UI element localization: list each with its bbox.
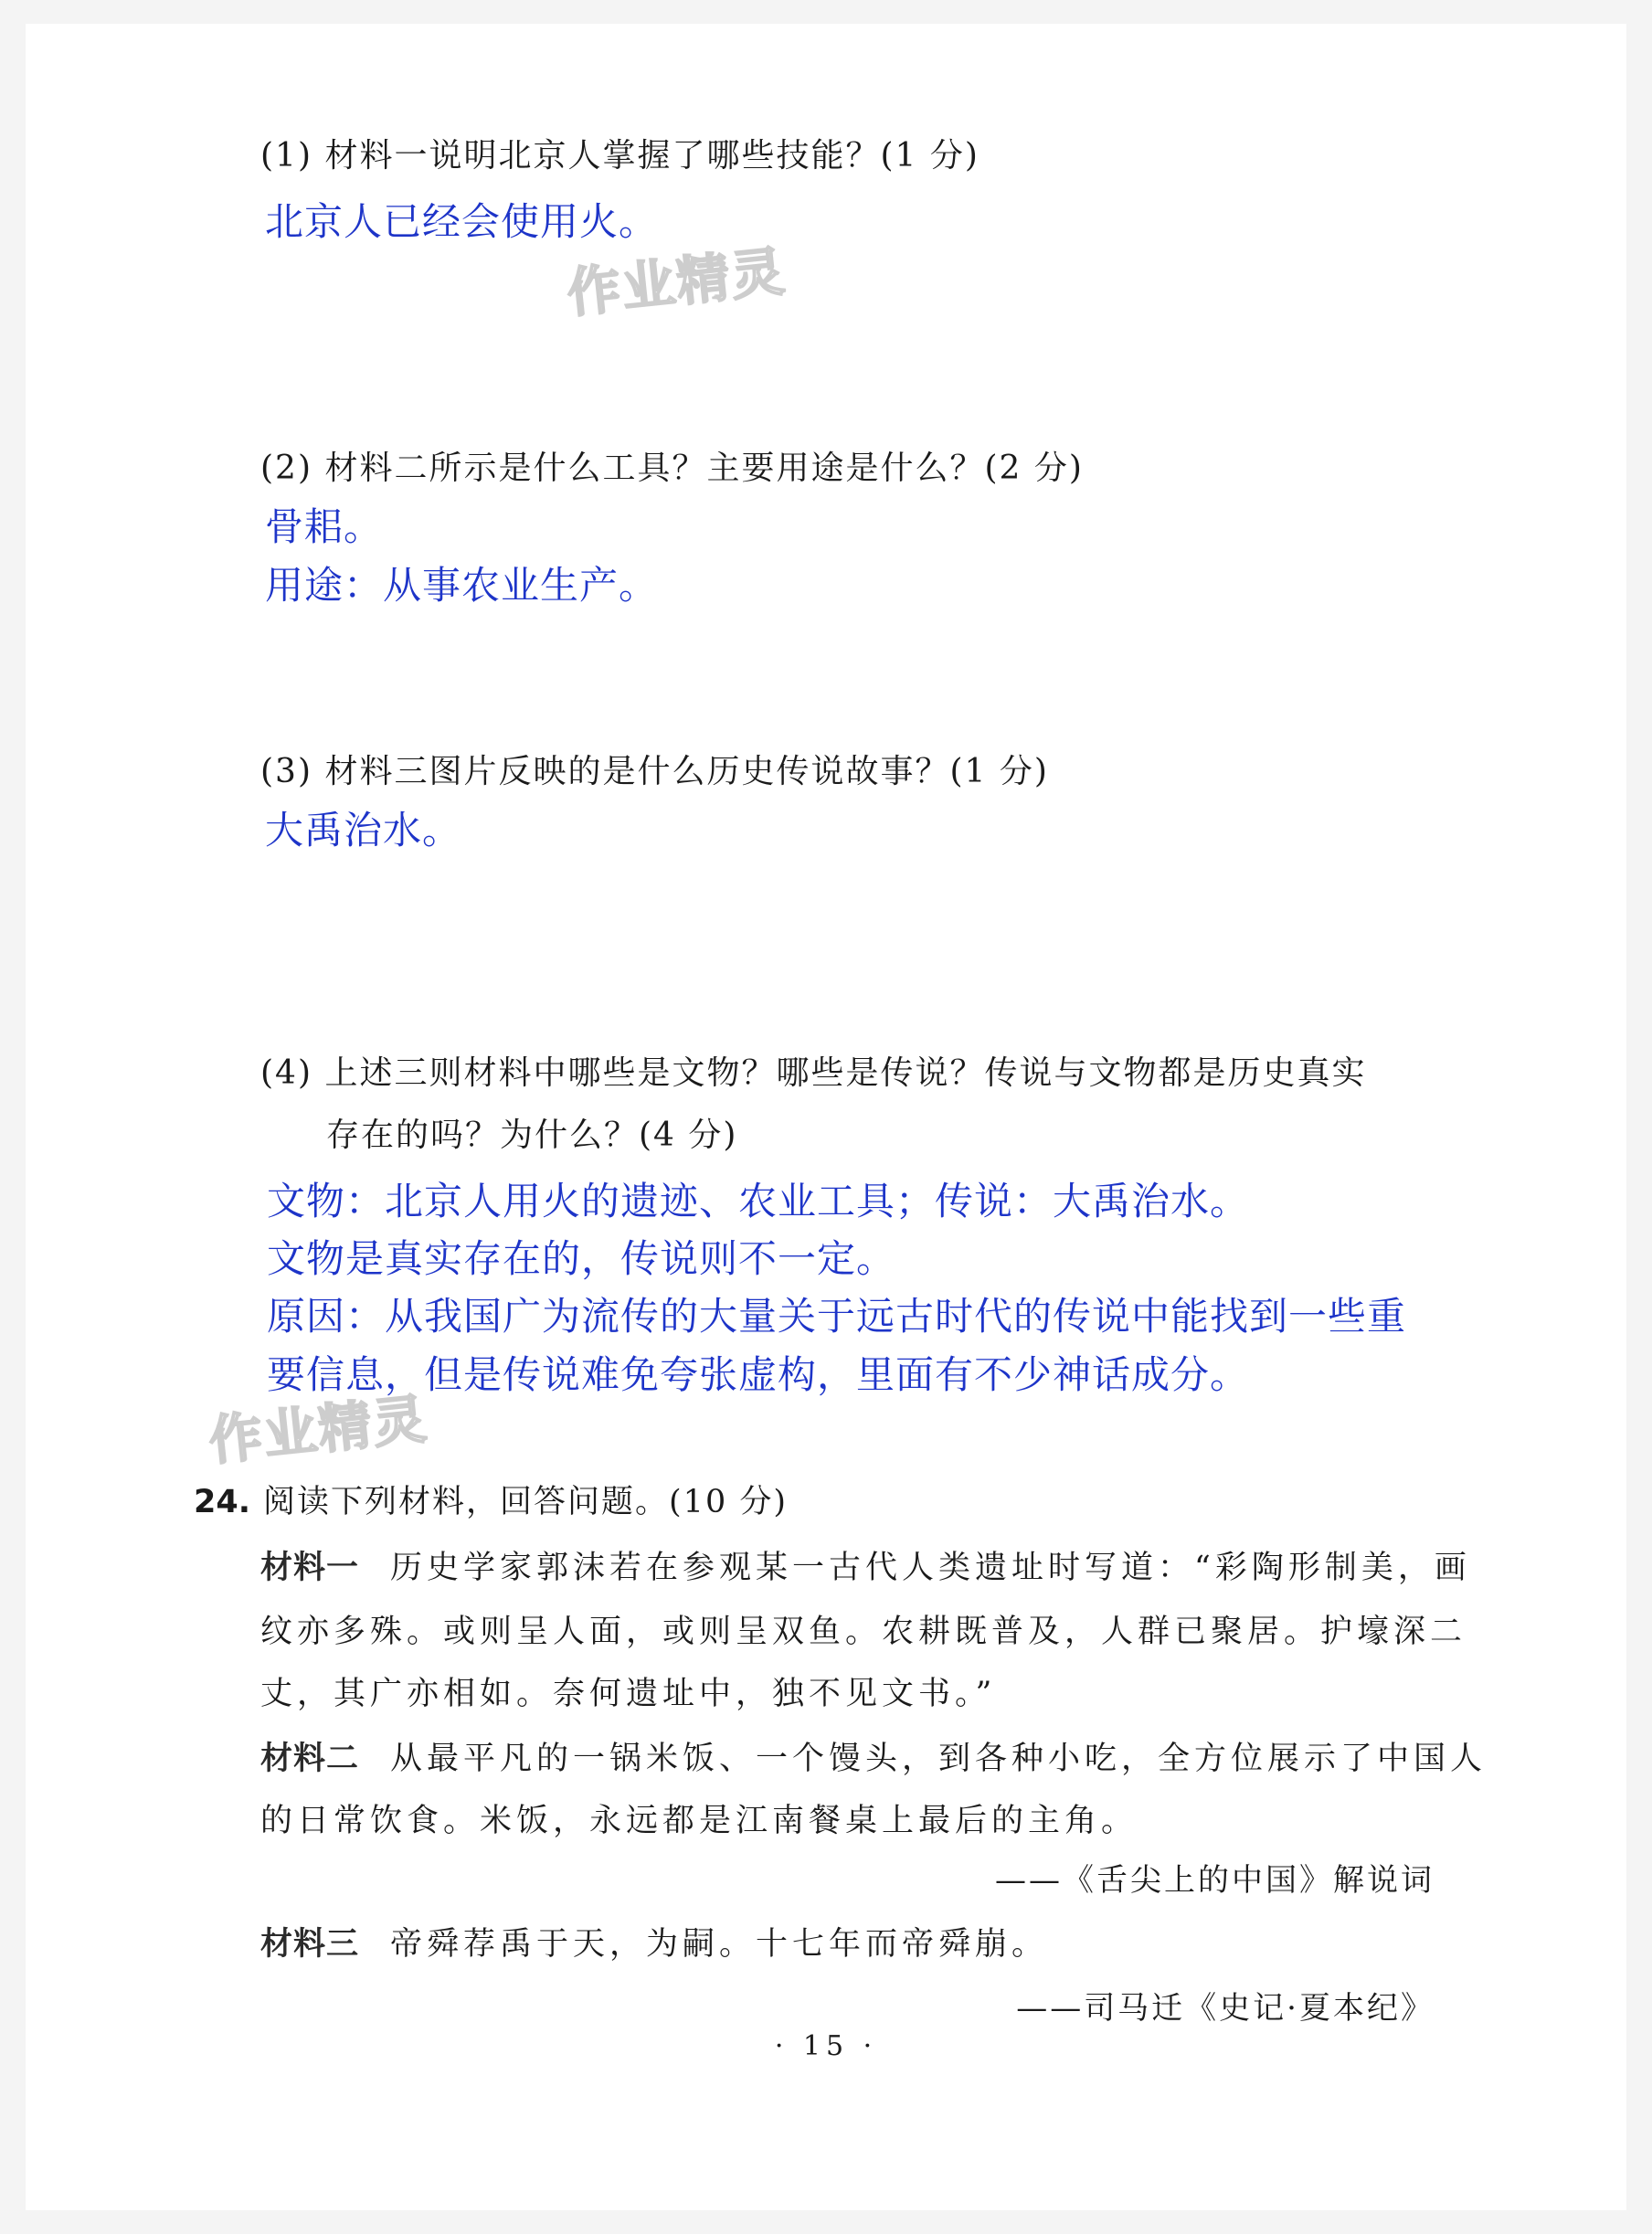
material-3-source: ——司马迁《史记·夏本纪》 <box>1016 1990 1435 2027</box>
material-1-text: 历史学家郭沫若在参观某一古代人类遗址时写道：“彩陶形制美，画 <box>390 1550 1471 1586</box>
material-1-tag: 材料一 <box>260 1550 360 1586</box>
q4-answer-line: 文物：北京人用火的遗迹、农业工具；传说：大禹治水。 <box>267 1179 1250 1223</box>
q1-prompt: (1) 材料一说明北京人掌握了哪些技能？(1 分) <box>260 137 980 175</box>
q4-answer-line: 原因：从我国广为流传的大量关于远古时代的传说中能找到一些重 <box>267 1294 1407 1339</box>
material-1-line: 丈，其广亦相如。奈何遗址中，独不见文书。” <box>260 1676 997 1712</box>
q24-prompt-text: 阅读下列材料，回答问题。(10 分) <box>263 1484 788 1520</box>
q4-answer-line: 要信息，但是传说难免夸张虚构，里面有不少神话成分。 <box>267 1352 1250 1397</box>
q4-prompt-line: 存在的吗？为什么？(4 分) <box>326 1117 738 1154</box>
material-2-line: 的日常饮食。米饭，永远都是江南餐桌上最后的主角。 <box>260 1803 1138 1839</box>
q2-answer-line: 骨耜。 <box>265 504 384 549</box>
material-3-tag: 材料三 <box>260 1926 360 1963</box>
q2-prompt: (2) 材料二所示是什么工具？主要用途是什么？(2 分) <box>260 450 1084 487</box>
material-2-text: 从最平凡的一锅米饭、一个馒头，到各种小吃，全方位展示了中国人 <box>390 1741 1488 1777</box>
material-1-line <box>260 1542 1471 1588</box>
material-1-line: 纹亦多殊。或则呈人面，或则呈双鱼。农耕既普及，人群已聚居。护壕深二 <box>260 1614 1467 1650</box>
q3-prompt: (3) 材料三图片反映的是什么历史传说故事？(1 分) <box>260 753 1049 790</box>
q2-answer-line: 用途：从事农业生产。 <box>265 563 659 608</box>
material-2-line <box>260 1733 1487 1779</box>
material-3-text: 帝舜荐禹于天，为嗣。十七年而帝舜崩。 <box>390 1926 1049 1963</box>
material-3-line <box>260 1919 1048 1964</box>
material-2-tag: 材料二 <box>260 1741 360 1777</box>
page-number: · 15 · <box>774 2030 878 2062</box>
q3-answer: 大禹治水。 <box>265 808 462 852</box>
watermark-logo: 作业精灵 <box>206 1387 431 1473</box>
q24-prompt <box>194 1477 788 1522</box>
q1-answer: 北京人已经会使用火。 <box>265 199 659 244</box>
watermark-logo: 作业精灵 <box>564 239 789 325</box>
q4-answer-line: 文物是真实存在的，传说则不一定。 <box>267 1236 896 1281</box>
q24-number: 24. <box>194 1484 251 1520</box>
q4-prompt-line: (4) 上述三则材料中哪些是文物？哪些是传说？传说与文物都是历史真实 <box>260 1054 1367 1092</box>
material-2-source: ——《舌尖上的中国》解说词 <box>995 1862 1435 1899</box>
